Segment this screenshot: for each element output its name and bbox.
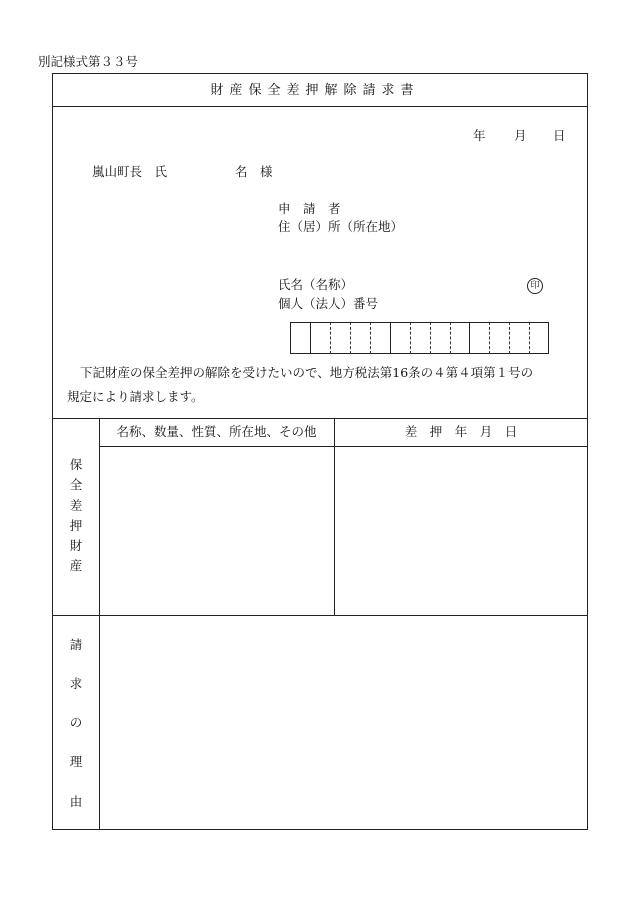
id-grid-dashed-divider — [370, 322, 371, 354]
reason-label-char: 請 — [69, 637, 83, 652]
id-grid-dashed-divider — [350, 322, 351, 354]
id-grid-divider — [310, 322, 311, 354]
id-grid-dashed-divider — [430, 322, 431, 354]
property-label-char: 保 — [69, 457, 83, 472]
form-number: 別記様式第３３号 — [38, 54, 139, 69]
reason-label-char: 求 — [69, 676, 83, 692]
property-date-cell[interactable] — [335, 447, 587, 614]
id-grid-dashed-divider — [330, 322, 331, 354]
id-grid-dashed-divider — [410, 322, 411, 354]
reason-label-char: 由 — [69, 793, 83, 809]
date-month[interactable]: 月 — [514, 128, 527, 143]
applicant-id-label: 個人（法人）番号 — [278, 296, 379, 311]
property-label-char: 全 — [69, 477, 83, 493]
date-day[interactable]: 日 — [553, 128, 566, 143]
reason-cell[interactable] — [100, 616, 587, 829]
property-section-label — [66, 459, 86, 573]
id-grid-divider — [390, 322, 391, 354]
property-label-char: 差 — [69, 497, 83, 513]
property-label-char: 産 — [69, 558, 83, 574]
property-col2-header: 差 押 年 月 日 — [404, 424, 518, 439]
date-year[interactable]: 年 — [473, 128, 486, 143]
applicant-address-label: 住（居）所（所在地） — [278, 219, 404, 234]
reason-label-char: 理 — [69, 754, 83, 770]
reason-section-label — [66, 639, 86, 808]
id-grid-dashed-divider — [450, 322, 451, 354]
id-grid-dashed-divider — [529, 322, 530, 354]
seal-mark: 印 — [527, 278, 543, 294]
form-title: 財産保全差押解除請求書 — [210, 83, 420, 98]
addressee-name-sama: 名 様 — [235, 164, 273, 179]
applicant-heading: 申 請 者 — [278, 201, 341, 216]
property-label-char: 財 — [69, 538, 83, 554]
applicant-name-label: 氏名（名称） — [278, 277, 354, 292]
body-text-line1: 下記財産の保全差押の解除を受けたいので、地方税法第16条の４第４項第１号の — [80, 365, 534, 380]
property-section-top — [52, 418, 588, 419]
id-number-grid[interactable] — [290, 322, 549, 354]
property-label-char: 押 — [69, 517, 83, 533]
id-grid-divider — [469, 322, 470, 354]
id-grid-dashed-divider — [509, 322, 510, 354]
id-grid-dashed-divider — [489, 322, 490, 354]
addressee-mayor: 嵐山町長 氏 — [92, 164, 168, 179]
title-divider — [52, 106, 588, 107]
property-name-cell[interactable] — [100, 447, 333, 614]
body-text-line2: 規定により請求します。 — [67, 389, 204, 404]
property-col1-header: 名称、数量、性質、所在地、その他 — [116, 424, 317, 439]
reason-label-char: の — [69, 715, 83, 731]
